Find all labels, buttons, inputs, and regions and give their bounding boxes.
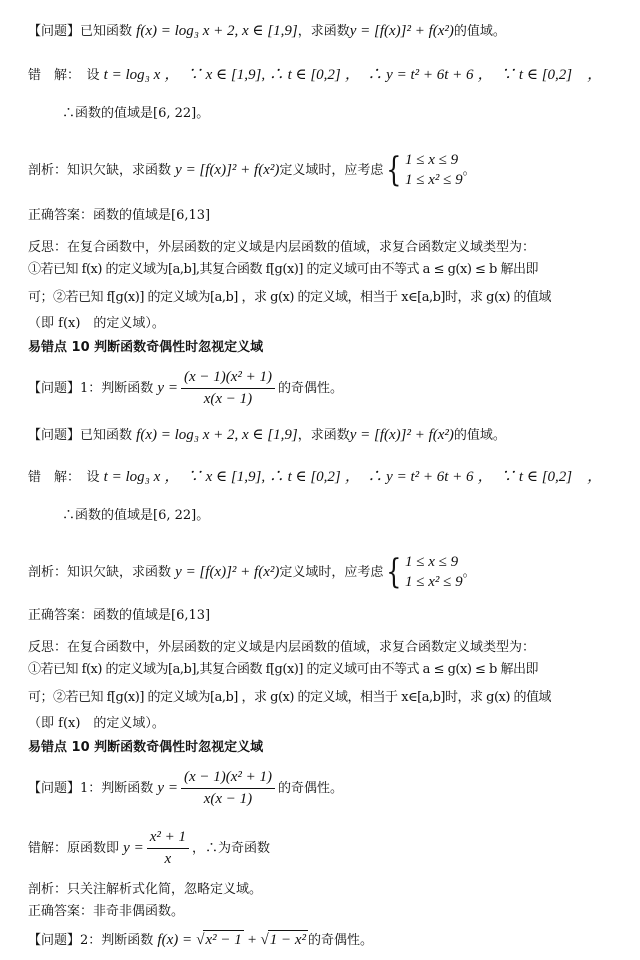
reflection-line-3: 可；②若已知 f[g(x)] 的定义域为[a,b] ，求 g(x) 的定义域，相当于 x∈[a,b]时，求 g(x) 的值域 (28, 290, 552, 305)
reflection-line-3: 可；②若已知 f[g(x)] 的定义域为[a,b] ，求 g(x) 的定义域，相当于 x∈[a,b]时，求 g(x) 的值域 (28, 690, 552, 705)
domain-conditions: 1 ≤ x ≤ 9 1 ≤ x² ≤ 9 (405, 152, 463, 189)
reflection-line-1: 反思：在复合函数中，外层函数的定义域是内层函数的值域，求复合函数定义域类型为： (28, 640, 536, 655)
section-heading: 易错点 10 判断函数奇偶性时忽视定义域 (28, 340, 264, 355)
reflection-line-1: 反思：在复合函数中，外层函数的定义域是内层函数的值域，求复合函数定义域类型为： (28, 240, 536, 255)
wrong-solution: 错 解： 设 t = log₃ x ， ∵ x ∈ [1,9], ∴ t ∈ [0,2] ， ∴ y = t² + 6t + 6 ， ∵ t ∈ [0,2] ， (28, 469, 603, 485)
parity-problem-2: 【问题】2：判断函数 f(x) = √x² − 1 + √1 − x² 的奇偶性。 (28, 932, 374, 948)
wrong-solution: 错 解： 设 t = log₃ x ， ∵ x ∈ [1,9], ∴ t ∈ [0,2] ， ∴ y = t² + 6t + 6 ， ∵ t ∈ [0,2] ， (28, 67, 603, 83)
section-heading: 易错点 10 判断函数奇偶性时忽视定义域 (28, 740, 264, 755)
problem-label: 【问题】已知函数 (28, 24, 133, 39)
reflection-line-4: （即 f(x) 的定义域）。 (28, 716, 165, 731)
left-brace: { (386, 150, 402, 191)
correct-answer: 正确答案：函数的值域是[6,13] (28, 208, 211, 223)
fraction: $\frac{\text{(x − 1)(x² + 1)}}{x(x - 1)}$ (181, 768, 275, 809)
target-function: y = [f(x)]² + f(x²) (349, 427, 454, 443)
analysis: 剖析：知识欠缺，求函数 y = [f(x)]² + f(x²)定义域时，应考虑{ 1 ≤ x ≤ 9 1 ≤ x² ≤ 9 。 (28, 150, 476, 191)
wrong-solution-label: 错 解： 设 (28, 68, 100, 83)
problem-statement: 【问题】已知函数 f(x) = log₃ x + 2, x ∈ [1,9]，求函数y = [f(x)]² + f(x²)的值域。 (28, 23, 506, 39)
target-function: y = [f(x)]² + f(x²) (349, 23, 454, 39)
reflection-line-2: ①若已知 f(x) 的定义域为[a,b],其复合函数 f[g(x)] 的定义域可由不等式 a ≤ g(x) ≤ b 解出即 (28, 662, 538, 677)
fraction: $\frac{\text{x² + 1}}{x}$ (147, 828, 189, 869)
sqrt-term-2: 1 − x² (269, 932, 307, 948)
reflection-line-4: （即 f(x) 的定义域）。 (28, 316, 165, 331)
left-brace: { (386, 552, 402, 593)
fraction: $\frac{\text{(x − 1)(x² + 1)}}{x(x - 1)}$ (181, 368, 275, 409)
wrong-solution-label: 错 解： 设 (28, 470, 100, 485)
wrong-range: ∴函数的值域是[6, 22]。 (62, 508, 210, 523)
wrong-range: ∴函数的值域是[6, 22]。 (62, 106, 210, 121)
parity-wrong-solution: 错解：原函数即 y = $\frac{\text{x² + 1}}{x}$ ，∴为奇函数 (28, 829, 270, 867)
analysis: 剖析：知识欠缺，求函数 y = [f(x)]² + f(x²)定义域时，应考虑{ 1 ≤ x ≤ 9 1 ≤ x² ≤ 9 。 (28, 552, 476, 593)
parity-analysis: 剖析：只关注解析式化简，忽略定义域。 (28, 882, 263, 897)
domain-conditions: 1 ≤ x ≤ 9 1 ≤ x² ≤ 9 (405, 554, 463, 591)
function-definition: f(x) = log₃ x + 2, x ∈ [1,9] (136, 23, 298, 39)
parity-problem-1: 【问题】1：判断函数 y = $\frac{\text{(x − 1)(x² + 1)}}{x(x - 1)}$ 的奇偶性。 (28, 369, 344, 407)
problem-statement: 【问题】已知函数 f(x) = log₃ x + 2, x ∈ [1,9]，求函数y = [f(x)]² + f(x²)的值域。 (28, 427, 506, 443)
correct-answer: 正确答案：函数的值域是[6,13] (28, 608, 211, 623)
parity-correct-answer: 正确答案：非奇非偶函数。 (28, 904, 185, 919)
problem-label: 【问题】已知函数 (28, 428, 133, 443)
sqrt-term-1: x² − 1 (205, 932, 242, 948)
reflection-line-2: ①若已知 f(x) 的定义域为[a,b],其复合函数 f[g(x)] 的定义域可由不等式 a ≤ g(x) ≤ b 解出即 (28, 262, 538, 277)
function-definition: f(x) = log₃ x + 2, x ∈ [1,9] (136, 427, 298, 443)
parity-problem-1: 【问题】1：判断函数 y = $\frac{\text{(x − 1)(x² + 1)}}{x(x - 1)}$ 的奇偶性。 (28, 769, 344, 807)
